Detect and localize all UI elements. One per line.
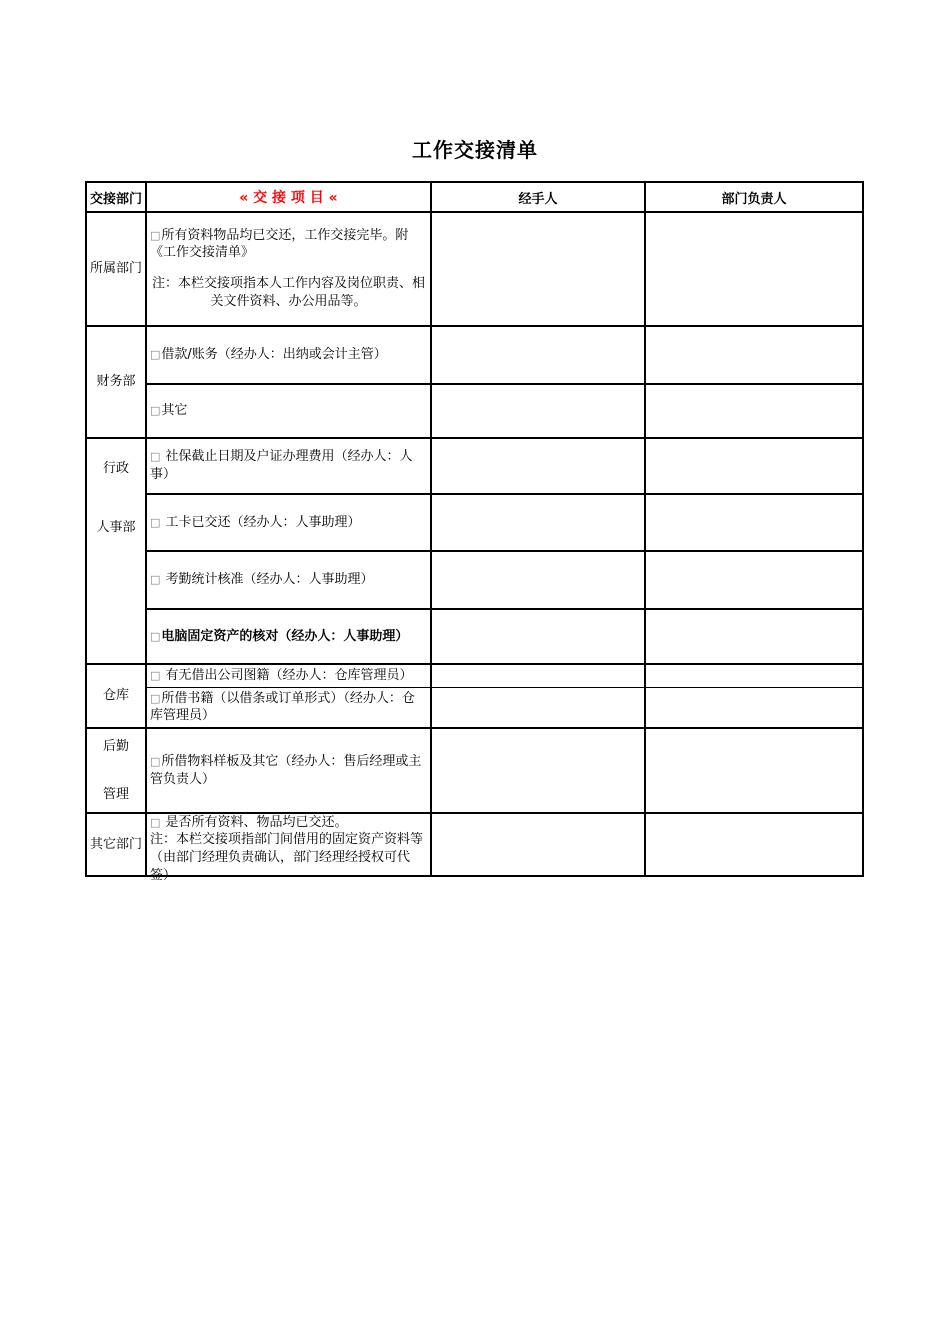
- table-row: [86, 384, 863, 438]
- item-cell-other-departments: [146, 813, 431, 883]
- manager-cell: [645, 609, 863, 664]
- checklist-item-text: 所借物料样板及其它（经办人：售后经理或主管负责人）: [150, 754, 422, 787]
- manager-cell: [645, 384, 863, 438]
- checklist-item: [150, 816, 427, 831]
- item-cell-borrowed-drawings: [146, 664, 431, 687]
- table-row: [86, 494, 863, 551]
- manager-cell: [645, 728, 863, 813]
- checklist-item: [150, 514, 427, 532]
- page-title: 工作交接清单: [412, 138, 538, 162]
- checklist-item-text: 电脑固定资产的核对（经办人：人事助理）: [161, 628, 409, 644]
- handler-cell: [431, 438, 645, 494]
- section-note: 注：本栏交接项指本人工作内容及岗位职责、相关文件资料、办公用品等。: [151, 275, 425, 310]
- table-row: [86, 551, 863, 609]
- checkbox-glyph: □: [150, 228, 161, 242]
- checkbox-glyph: □: [150, 629, 161, 643]
- checklist-item-text: 工卡已交还（经办人：人事助理）: [161, 514, 361, 530]
- checkbox-glyph: □: [150, 348, 161, 362]
- checklist-item-text: 有无借出公司图籍（经办人：仓库管理员）: [161, 668, 413, 683]
- checklist-item: [150, 227, 427, 262]
- checklist-item: [150, 571, 427, 589]
- checkbox-glyph: □: [150, 669, 161, 682]
- header-dept: 交接部门: [86, 182, 146, 212]
- checkbox-glyph: □: [150, 450, 161, 464]
- table-row: [86, 728, 863, 813]
- checklist-item: [150, 753, 427, 788]
- handler-cell: [431, 326, 645, 384]
- checkbox-glyph: □: [150, 755, 161, 768]
- item-cell-all-returned: [146, 212, 431, 326]
- item-cell-other-finance: [146, 384, 431, 438]
- manager-cell: [645, 494, 863, 551]
- handler-cell: [431, 609, 645, 664]
- manager-cell: [645, 687, 863, 728]
- checkbox-glyph: □: [150, 515, 161, 529]
- dept-label-logistics: [86, 728, 146, 813]
- handler-cell: [431, 664, 645, 687]
- handover-table: [85, 181, 864, 883]
- checkbox-glyph: □: [150, 573, 161, 587]
- handler-cell: [431, 687, 645, 728]
- checklist-item-text: 借款/账务（经办人：出纳或会计主管）: [161, 347, 387, 363]
- checklist-item-text: 社保截止日期及户证办理费用（经办人：人事）: [150, 449, 413, 482]
- handler-cell: [431, 813, 645, 876]
- manager-cell: [645, 438, 863, 494]
- dept-label-warehouse: 仓库: [86, 664, 146, 728]
- dept-label-other-departments: 其它部门: [86, 813, 146, 876]
- handler-cell: [431, 384, 645, 438]
- item-cell-computer-assets: [146, 609, 431, 664]
- checkbox-glyph: □: [150, 816, 161, 830]
- header-handler: 经手人: [431, 182, 645, 212]
- checklist-item: [150, 628, 427, 646]
- item-cell-social-insurance: [146, 438, 431, 494]
- checkbox-glyph: □: [150, 404, 161, 418]
- table-row: [86, 687, 863, 728]
- checkbox-glyph: □: [150, 691, 161, 705]
- checklist-item: [150, 667, 427, 685]
- section-note: 注：本栏交接项指部门间借用的固定资产资料等（由部门经理负责确认，部门经理经授权可代签）: [150, 831, 424, 883]
- overflowing-cell-content: [150, 815, 427, 883]
- checklist-item-text: 考勤统计核准（经办人：人事助理）: [161, 572, 374, 588]
- manager-cell: [645, 551, 863, 609]
- dept-label-line2: 人事部: [96, 519, 136, 535]
- table-row: [86, 438, 863, 494]
- table-row: [86, 212, 863, 326]
- item-cell-attendance: [146, 551, 431, 609]
- handler-cell: [431, 728, 645, 813]
- dept-label-finance: 财务部: [86, 326, 146, 438]
- item-cell-material-samples: [146, 728, 431, 813]
- dept-label-line2: 管理: [102, 786, 129, 802]
- table-row: [86, 609, 863, 664]
- manager-cell: [645, 664, 863, 687]
- handler-cell: [431, 212, 645, 326]
- handler-cell: [431, 551, 645, 609]
- checklist-item: [150, 402, 427, 420]
- manager-cell: [645, 212, 863, 326]
- table-header-row: [86, 182, 863, 212]
- handler-cell: [431, 494, 645, 551]
- item-cell-borrowed-books: [146, 687, 431, 728]
- checklist-item: [150, 448, 427, 483]
- table-row: [86, 813, 863, 876]
- checklist-item-text: 所有资料物品均已交还，工作交接完毕。附《工作交接清单》: [150, 227, 409, 261]
- item-cell-work-card: [146, 494, 431, 551]
- checklist-item-text: 所借书籍（以借条或订单形式）（经办人：仓库管理员）: [150, 690, 415, 724]
- dept-label-line1: 后勤: [102, 738, 129, 754]
- table-row: [86, 664, 863, 687]
- dept-label-line1: 行政: [102, 461, 129, 476]
- manager-cell: [645, 326, 863, 384]
- dept-label-own-department: 所属部门: [86, 212, 146, 326]
- item-cell-loans: [146, 326, 431, 384]
- header-items: « 交 接 项 目 «: [146, 182, 431, 212]
- dept-label-hr-admin: [86, 438, 146, 664]
- checklist-item-text: 是否所有资料、物品均已交还。: [161, 815, 348, 831]
- checklist-item: [150, 690, 427, 725]
- checklist-item-text: 其它: [161, 403, 188, 419]
- header-manager: 部门负责人: [645, 182, 863, 212]
- manager-cell: [645, 813, 863, 876]
- checklist-item: [150, 346, 427, 364]
- table-row: [86, 326, 863, 384]
